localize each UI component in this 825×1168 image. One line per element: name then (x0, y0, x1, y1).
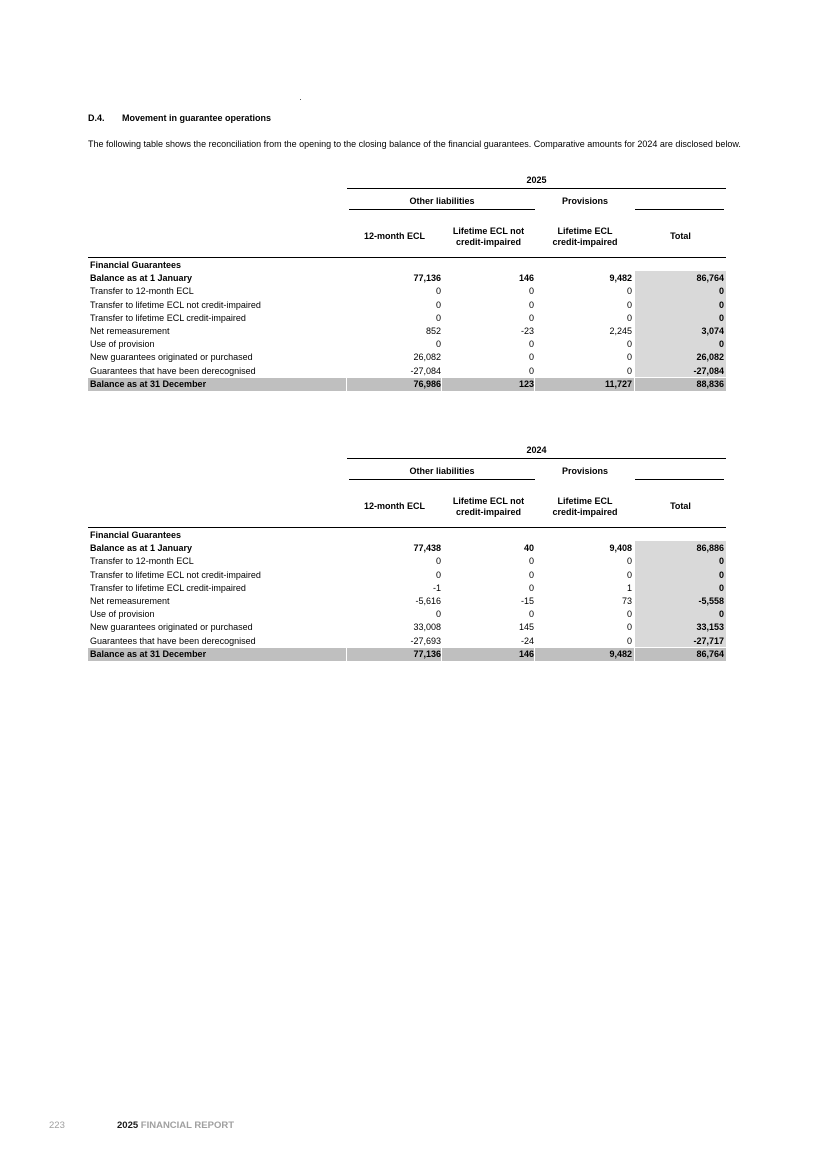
col-header-line2: credit-impaired (552, 507, 618, 517)
cell-total: -5,558 (698, 595, 724, 606)
page-number: 223 (49, 1120, 65, 1131)
cell-total: 0 (718, 312, 724, 323)
cell-total: 0 (718, 339, 724, 350)
table-row (88, 635, 726, 648)
section-heading (88, 113, 271, 123)
col-header-lifetime-impaired (535, 487, 635, 527)
group-header-other-liabilities: Other liabilities (349, 463, 535, 480)
col-header-lifetime-not-impaired (442, 487, 535, 527)
cell-lifetime-not-impaired: 145 (518, 622, 534, 633)
table-row (88, 325, 726, 338)
table-row (88, 569, 726, 582)
report-title (117, 1120, 234, 1131)
table-year-header: 2025 (347, 173, 726, 189)
cell-total: -27,084 (693, 365, 724, 376)
cell-lifetime-impaired: 0 (626, 609, 632, 620)
cell-lifetime-not-impaired: -23 (520, 325, 534, 336)
col-header-total: Total (670, 501, 691, 512)
closing-balance-row (88, 378, 726, 391)
table-body (88, 259, 726, 391)
cell-lifetime-not-impaired: 0 (528, 365, 534, 376)
cell-total: 86,764 (696, 273, 724, 284)
cell-12-month: 33,008 (413, 622, 441, 633)
col-header-line2: credit-impaired (552, 237, 618, 247)
cell-total: 0 (718, 609, 724, 620)
stray-dot (300, 99, 301, 100)
cell-lifetime-impaired: 0 (626, 635, 632, 646)
row-label: Use of provision (90, 609, 155, 620)
cell-12-month: 76,986 (413, 378, 441, 389)
cell-total: 86,886 (696, 543, 724, 554)
cell-12-month: 0 (435, 299, 441, 310)
page-footer (49, 1120, 235, 1131)
row-label: Transfer to lifetime ECL not credit-impaired (90, 299, 261, 310)
group-header-provisions: Provisions (561, 196, 608, 206)
cell-lifetime-impaired: 0 (626, 365, 632, 376)
col-header-line1: Lifetime ECL not (452, 495, 525, 506)
cell-12-month: 0 (435, 286, 441, 297)
cell-12-month: 0 (435, 556, 441, 567)
row-label: Transfer to 12-month ECL (90, 286, 194, 297)
cell-lifetime-impaired: 11,727 (604, 378, 632, 389)
table-row (88, 312, 726, 325)
cell-lifetime-impaired: 0 (626, 312, 632, 323)
table-row (88, 338, 726, 351)
cell-12-month: 77,136 (413, 273, 441, 284)
cell-12-month: 0 (435, 569, 441, 580)
cell-total: 0 (718, 299, 724, 310)
cell-12-month: -27,693 (410, 635, 441, 646)
cell-12-month: -27,084 (410, 365, 441, 376)
cell-total: 86,764 (696, 648, 724, 659)
table-row (88, 272, 726, 285)
col-header-12-month-ecl: 12-month ECL (363, 501, 425, 512)
group-header-total-rule (635, 463, 724, 480)
col-header-lifetime-impaired (535, 217, 635, 257)
cell-12-month: 0 (435, 339, 441, 350)
col-header-12-month-ecl: 12-month ECL (363, 231, 425, 242)
row-label: Financial Guarantees (90, 260, 182, 270)
section-label-row (88, 259, 726, 272)
table-row (88, 621, 726, 634)
section-number: D.4. (88, 113, 105, 123)
header-rule (88, 257, 726, 258)
col-header-line2: credit-impaired (455, 507, 522, 517)
table-row (88, 542, 726, 555)
row-label: New guarantees originated or purchased (90, 622, 253, 633)
cell-12-month: 77,136 (413, 648, 441, 659)
cell-lifetime-not-impaired: 146 (518, 648, 534, 659)
row-label: Transfer to 12-month ECL (90, 556, 194, 567)
row-label: Use of provision (90, 339, 155, 350)
cell-lifetime-not-impaired: 40 (523, 543, 534, 554)
col-header-line1: Lifetime ECL (557, 495, 613, 506)
row-label: Transfer to lifetime ECL credit-impaired (90, 312, 246, 323)
cell-total: 88,836 (696, 378, 724, 389)
cell-lifetime-impaired: 0 (626, 286, 632, 297)
section-label-row (88, 529, 726, 542)
cell-lifetime-not-impaired: -24 (520, 635, 534, 646)
cell-lifetime-not-impaired: 0 (528, 352, 534, 363)
table-row (88, 608, 726, 621)
row-label: Guarantees that have been derecognised (90, 635, 256, 646)
table-row (88, 555, 726, 568)
report-year: 2025 (117, 1120, 139, 1131)
cell-lifetime-impaired: 0 (626, 622, 632, 633)
table-row (88, 365, 726, 378)
table-row (88, 351, 726, 364)
intro-paragraph: The following table shows the reconciliation from the opening to the closing balance of the financial guarantees. Comparative amounts for 2024 are disclosed below. (88, 139, 741, 149)
cell-lifetime-impaired: 9,482 (609, 648, 632, 659)
cell-total: 33,153 (696, 622, 724, 633)
cell-total: 3,074 (701, 325, 724, 336)
cell-lifetime-not-impaired: 0 (528, 286, 534, 297)
cell-12-month: -5,616 (415, 595, 441, 606)
cell-12-month: 77,438 (413, 543, 441, 554)
table-row (88, 299, 726, 312)
cell-lifetime-not-impaired: 0 (528, 556, 534, 567)
row-label: Financial Guarantees (90, 530, 182, 540)
cell-lifetime-not-impaired: 0 (528, 582, 534, 593)
row-label: Balance as at 1 January (90, 543, 193, 554)
cell-total: 0 (718, 582, 724, 593)
cell-lifetime-impaired: 9,482 (609, 273, 632, 284)
row-label: Transfer to lifetime ECL not credit-impaired (90, 569, 261, 580)
row-label: Guarantees that have been derecognised (90, 365, 256, 376)
cell-lifetime-impaired: 0 (626, 556, 632, 567)
cell-12-month: -1 (432, 582, 441, 593)
cell-lifetime-not-impaired: 0 (528, 609, 534, 620)
col-header-lifetime-not-impaired (442, 217, 535, 257)
table-row (88, 595, 726, 608)
cell-total: -27,717 (693, 635, 724, 646)
table-row (88, 285, 726, 298)
row-label: Balance as at 31 December (90, 378, 207, 389)
group-header-provisions: Provisions (561, 466, 608, 476)
row-label: Net remeasurement (90, 325, 170, 336)
cell-12-month: 852 (425, 325, 441, 336)
cell-lifetime-not-impaired: 0 (528, 569, 534, 580)
cell-lifetime-not-impaired: 0 (528, 312, 534, 323)
table-row (88, 582, 726, 595)
col-header-line1: Lifetime ECL (557, 225, 613, 236)
col-header-total: Total (670, 231, 691, 242)
cell-12-month: 26,082 (413, 352, 441, 363)
table-year-header: 2024 (347, 443, 726, 459)
cell-lifetime-impaired: 0 (626, 352, 632, 363)
cell-12-month: 0 (435, 609, 441, 620)
closing-balance-row (88, 648, 726, 661)
cell-total: 26,082 (696, 352, 724, 363)
cell-lifetime-not-impaired: -15 (520, 595, 534, 606)
cell-lifetime-not-impaired: 0 (528, 339, 534, 350)
col-header-line2: credit-impaired (455, 237, 522, 247)
cell-lifetime-impaired: 9,408 (609, 543, 632, 554)
col-header-line1: Lifetime ECL not (452, 225, 525, 236)
group-header-other-liabilities: Other liabilities (349, 193, 535, 210)
cell-total: 0 (718, 556, 724, 567)
section-title: Movement in guarantee operations (122, 113, 272, 123)
cell-12-month: 0 (435, 312, 441, 323)
row-label: New guarantees originated or purchased (90, 352, 253, 363)
cell-total: 0 (718, 286, 724, 297)
cell-lifetime-not-impaired: 146 (518, 273, 534, 284)
cell-lifetime-impaired: 73 (621, 595, 632, 606)
cell-lifetime-impaired: 1 (626, 582, 632, 593)
row-label: Net remeasurement (90, 595, 170, 606)
cell-lifetime-impaired: 0 (626, 339, 632, 350)
cell-lifetime-impaired: 0 (626, 299, 632, 310)
cell-lifetime-impaired: 0 (626, 569, 632, 580)
row-label: Balance as at 31 December (90, 648, 207, 659)
row-label: Transfer to lifetime ECL credit-impaired (90, 582, 246, 593)
table-body (88, 529, 726, 661)
header-rule (88, 527, 726, 528)
cell-lifetime-impaired: 2,245 (609, 325, 632, 336)
cell-lifetime-not-impaired: 123 (518, 378, 534, 389)
cell-lifetime-not-impaired: 0 (528, 299, 534, 310)
row-label: Balance as at 1 January (90, 273, 193, 284)
group-header-total-rule (635, 193, 724, 210)
report-title-text: FINANCIAL REPORT (140, 1120, 235, 1131)
cell-total: 0 (718, 569, 724, 580)
